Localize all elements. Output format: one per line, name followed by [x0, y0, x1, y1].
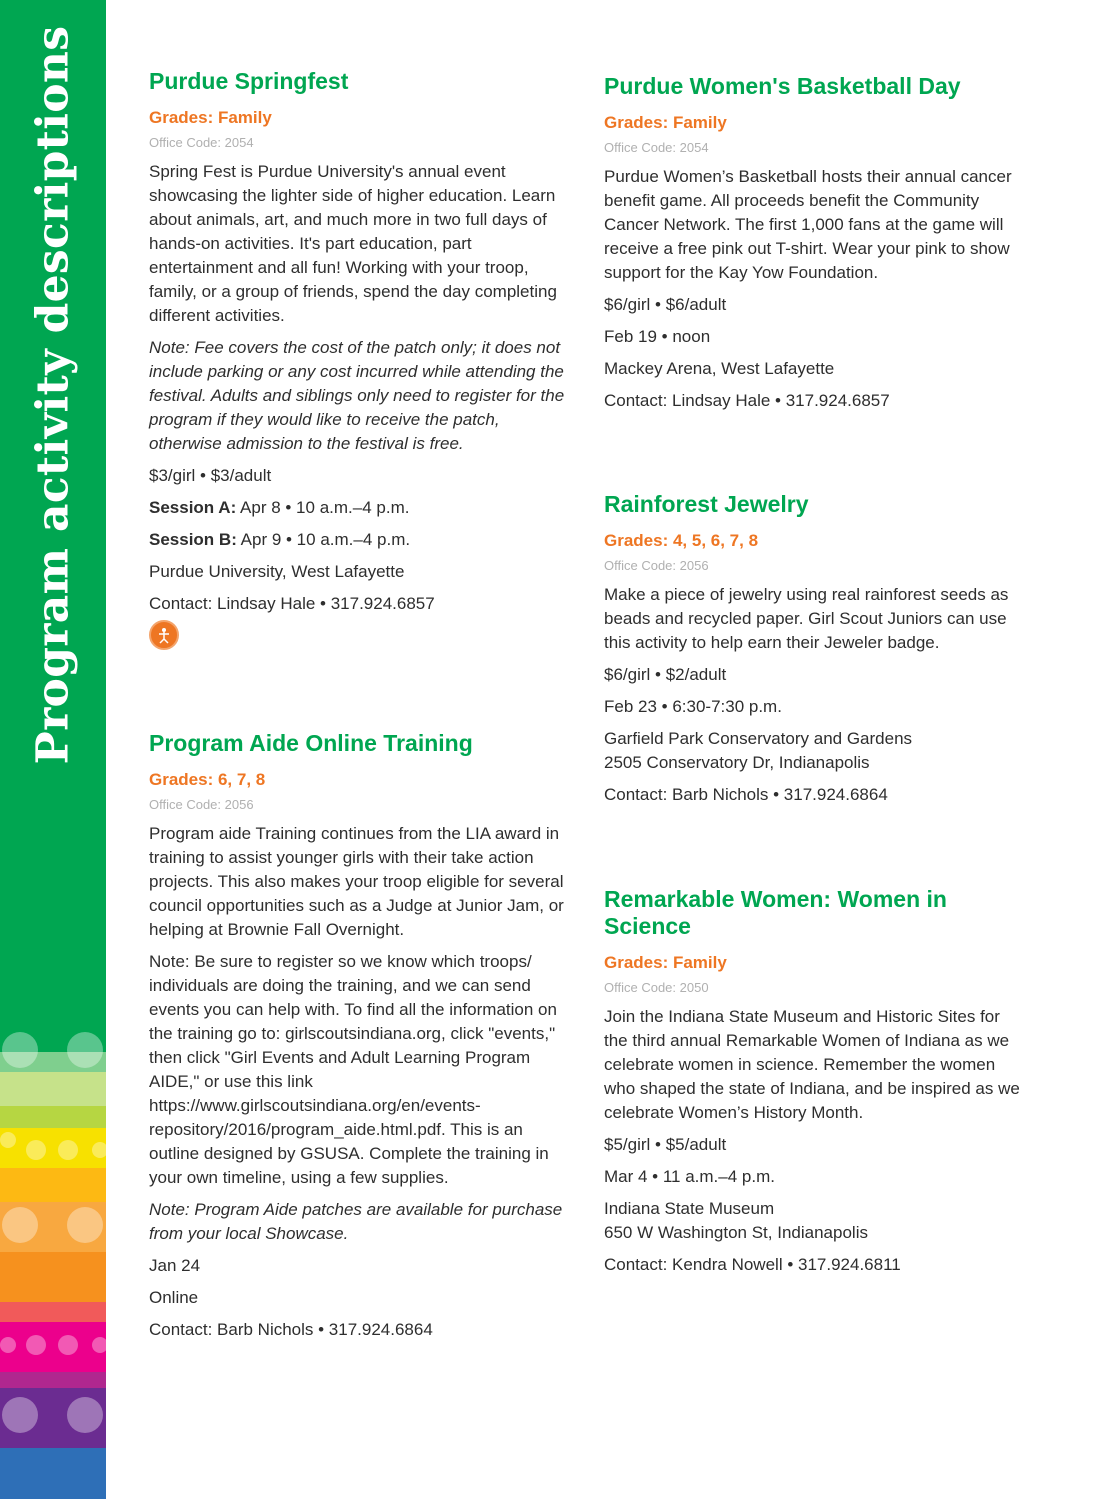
- event-office-code: Office Code: 2056: [149, 797, 254, 812]
- session-a-time: Apr 8 • 10 a.m.–4 p.m.: [240, 498, 410, 517]
- decorative-stripes: [0, 1010, 106, 1499]
- patch-badge-icon: [149, 620, 179, 650]
- event-title: Remarkable Women: Women in Science: [604, 886, 947, 939]
- event-contact: Contact: Barb Nichols • 317.924.6864: [604, 785, 888, 804]
- event-fee: $6/girl • $6/adult: [604, 295, 727, 314]
- event-office-code: Office Code: 2054: [149, 135, 254, 150]
- event-note: Note: Fee covers the cost of the patch only; it does not include parking or any cost incurred while attending the festival. Adults and siblings only need to register for the program if they would like to receive the patch, otherwise admission to the festival is free.: [149, 338, 565, 453]
- event-description: Make a piece of jewelry using real rainforest seeds as beads and recycled paper. Girl Scout Juniors can use this activity to help earn their Jeweler badge.: [604, 585, 1009, 652]
- event-basketball: [604, 73, 1024, 421]
- event-note: Note: Be sure to register so we know which troops/ individuals are doing the training, and we can send events you can help with. To find all the information on the training go to: girlscoutsindiana.org, click "events," then click "Girl Events and Adult Learning Program AIDE," or use this link https://www.girlscoutsindiana.org/en/events-repository/2016/program_aide.html.pdf. This is an outline designed by GSUSA. Complete the training in your own timeline, using a few supplies.: [149, 952, 557, 1187]
- event-contact: Contact: Barb Nichols • 317.924.6864: [149, 1320, 433, 1339]
- event-title: Purdue Women's Basketball Day: [604, 73, 961, 99]
- event-office-code: Office Code: 2054: [604, 140, 709, 155]
- event-date: Jan 24: [149, 1256, 201, 1275]
- event-session-a: [149, 496, 574, 520]
- event-grades: Grades: 6, 7, 8: [149, 770, 266, 789]
- event-contact: Contact: Lindsay Hale • 317.924.6857: [604, 391, 890, 410]
- event-grades: Grades: 4, 5, 6, 7, 8: [604, 531, 759, 550]
- event-date: Feb 23 • 6:30-7:30 p.m.: [604, 697, 782, 716]
- event-rainforest: [604, 491, 1024, 815]
- event-location: Purdue University, West Lafayette: [149, 562, 405, 581]
- event-fee: $5/girl • $5/adult: [604, 1135, 727, 1154]
- event-contact: Contact: Lindsay Hale • 317.924.6857: [149, 594, 435, 613]
- event-location: Mackey Arena, West Lafayette: [604, 359, 835, 378]
- event-remarkable-women: [604, 886, 1024, 1285]
- event-grades: Grades: Family: [604, 953, 727, 972]
- event-office-code: Office Code: 2056: [604, 558, 709, 573]
- event-title: Program Aide Online Training: [149, 730, 473, 756]
- session-b-time: Apr 9 • 10 a.m.–4 p.m.: [240, 530, 411, 549]
- event-note-patches: Note: Program Aide patches are available for purchase from your local Showcase.: [149, 1200, 563, 1243]
- event-location-address: 2505 Conservatory Dr, Indianapolis: [604, 753, 870, 772]
- event-location-name: Garfield Park Conservatory and Gardens: [604, 729, 913, 748]
- sidebar: [0, 0, 106, 1499]
- event-description: Join the Indiana State Museum and Historic Sites for the third annual Remarkable Women of Indiana as we celebrate women in science. Remember the women who shaped the state of Indiana, and be inspired as we celebrate Women’s History Month.: [604, 1007, 1020, 1122]
- event-title: Purdue Springfest: [149, 68, 349, 94]
- event-description: Program aide Training continues from the LIA award in training to assist younger girls with their take action projects. This also makes your troop eligible for several council opportunities such as a Judge at Junior Jam, or helping at Brownie Fall Overnight.: [149, 824, 564, 939]
- event-session-b: [149, 528, 574, 552]
- event-location-name: Indiana State Museum: [604, 1199, 775, 1218]
- event-fee: $3/girl • $3/adult: [149, 466, 272, 485]
- event-title: Rainforest Jewelry: [604, 491, 809, 517]
- event-grades: Grades: Family: [149, 108, 272, 127]
- event-fee: $6/girl • $2/adult: [604, 665, 727, 684]
- event-program-aide: [149, 730, 574, 1350]
- session-a-label: Session A:: [149, 498, 237, 517]
- event-grades: Grades: Family: [604, 113, 727, 132]
- event-date: Feb 19 • noon: [604, 327, 711, 346]
- session-b-label: Session B:: [149, 530, 237, 549]
- event-springfest: [149, 68, 574, 650]
- event-location: Online: [149, 1288, 199, 1307]
- event-description: Purdue Women’s Basketball hosts their annual cancer benefit game. All proceeds benefit the Community Cancer Network. The first 1,000 fans at the game will receive a free pink out T-shirt. Wear your pink to show support for the Kay Yow Foundation.: [604, 167, 1012, 282]
- event-office-code: Office Code: 2050: [604, 980, 709, 995]
- event-description: Spring Fest is Purdue University's annual event showcasing the lighter side of higher education. Learn about animals, art, and much more in two full days of hands-on activities. It's part education, part entertainment and all fun! Working with your troop, family, or a group of friends, spend the day completing different activities.: [149, 162, 557, 325]
- sidebar-title: Program activity descriptions: [27, 25, 79, 765]
- event-date: Mar 4 • 11 a.m.–4 p.m.: [604, 1167, 775, 1186]
- event-location-address: 650 W Washington St, Indianapolis: [604, 1223, 868, 1242]
- event-contact: Contact: Kendra Nowell • 317.924.6811: [604, 1255, 901, 1274]
